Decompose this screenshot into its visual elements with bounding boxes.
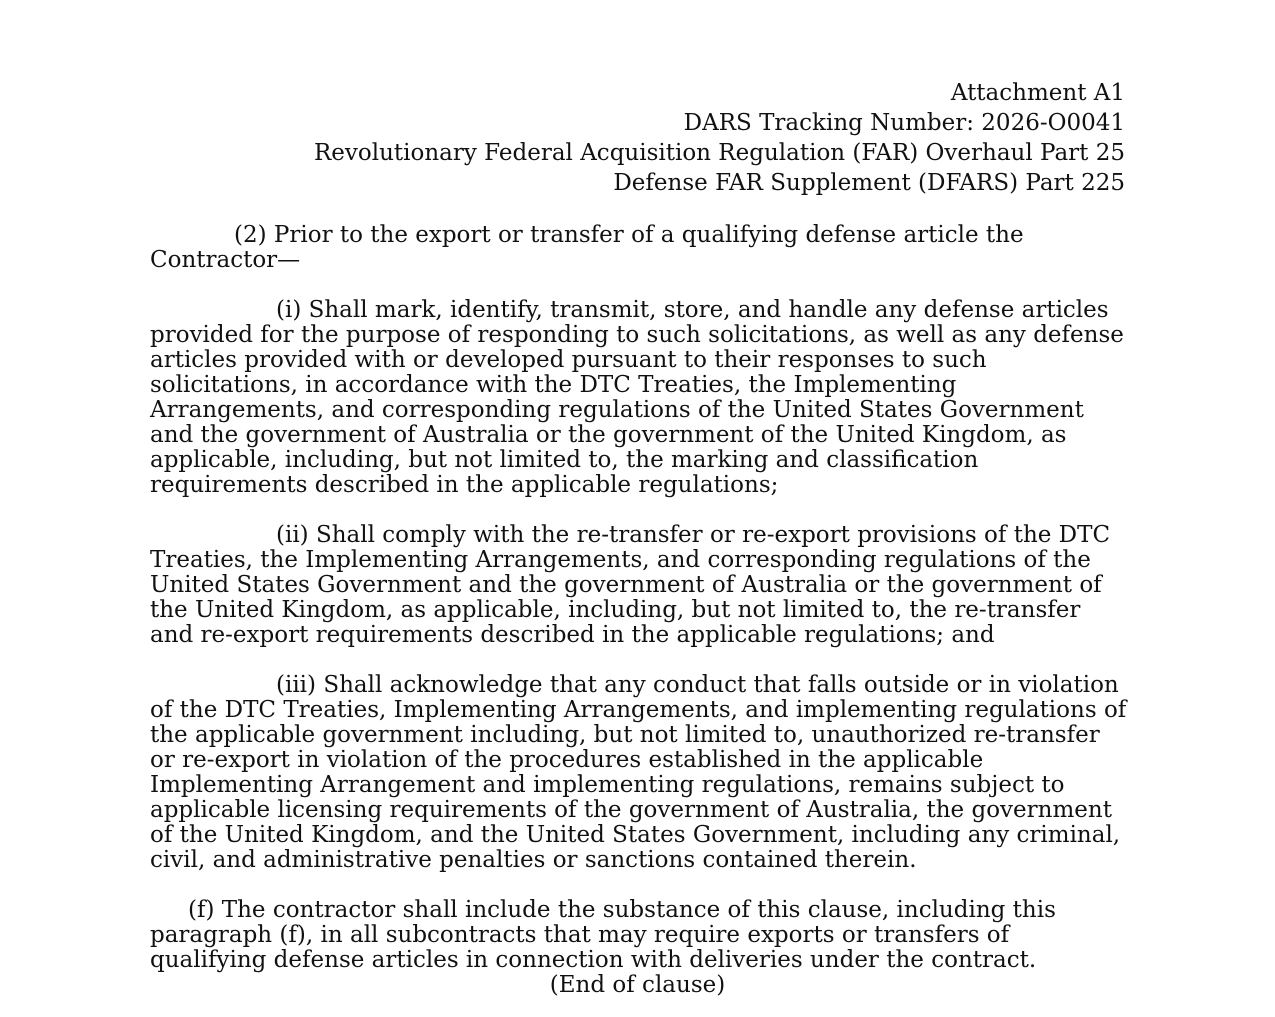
tracking-number: DARS Tracking Number: 2026-O0041 — [683, 110, 1125, 136]
paragraph-spacer — [150, 273, 1130, 298]
attachment-label: Attachment A1 — [950, 80, 1125, 106]
document-header — [314, 78, 1125, 198]
dfars-part-title: Defense FAR Supplement (DFARS) Part 225 — [613, 170, 1125, 196]
paragraph-spacer — [150, 873, 1130, 898]
paragraph-spacer — [150, 498, 1130, 523]
end-of-clause: (End of clause) — [549, 972, 726, 998]
subparagraph-ii: (ii) Shall comply with the re-transfer or re-export provisions of the DTC Treaties, the Implementing Arrangements, and corresponding regulations of the United States Government and the government of Australia or the government of the United Kingdom, as applicable, including, but not limited to, the re-transfer and re-export requirements described in the applicable regulations; and — [150, 522, 1111, 648]
paragraph-spacer — [150, 648, 1130, 673]
subparagraph-i: (i) Shall mark, identify, transmit, store, and handle any defense articles provided for the purpose of responding to such solicitations, as well as any defense articles provided with or developed pursuant to their responses to such solicitations, in accordance with the DTC Treaties, the Implementing Arrangements, and corresponding regulations of the United States Government and the government of Australia or the government of the United Kingdom, as applicable, including, but not limited to, the marking and classification requirements described in the applicable regulations; — [150, 297, 1124, 498]
paragraph-f: (f) The contractor shall include the substance of this clause, including this paragraph (f), in all subcontracts that may require exports or transfers of qualifying defense articles in connection with deliveries under the contract. — [150, 897, 1056, 973]
clause-body — [150, 223, 1130, 973]
far-part-title: Revolutionary Federal Acquisition Regulation (FAR) Overhaul Part 25 — [313, 140, 1125, 166]
paragraph-2: (2) Prior to the export or transfer of a qualifying defense article the Contractor— — [150, 222, 1024, 273]
subparagraph-iii: (iii) Shall acknowledge that any conduct that falls outside or in violation of the DTC Treaties, Implementing Arrangements, and implementing regulations of the applicable government including, but not limited to, unauthorized re-transfer or re-export in violation of the procedures established in the applicable Implementing Arrangement and implementing regulations, remains subject to applicable licensing requirements of the government of Australia, the government of the United Kingdom, and the United States Government, including any criminal, civil, and administrative penalties or sanctions contained therein. — [150, 672, 1127, 873]
